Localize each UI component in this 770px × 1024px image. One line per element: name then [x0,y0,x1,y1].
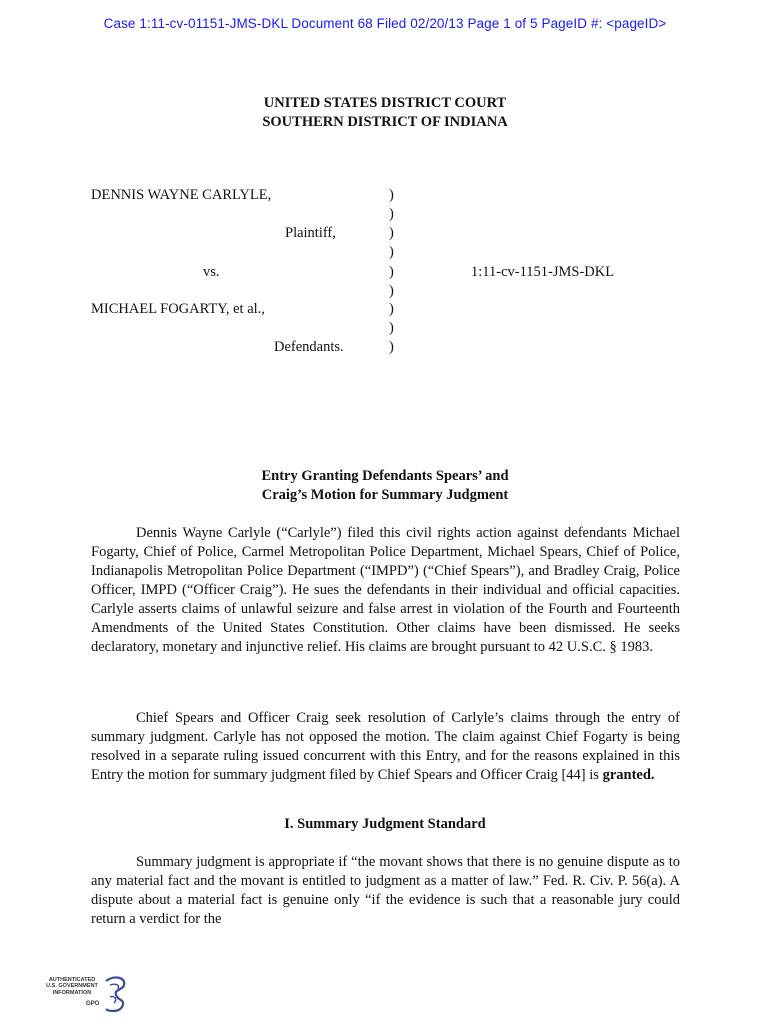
caption-paren: ) [389,339,394,355]
caption-paren: ) [389,320,394,336]
paragraph-motion-text: Chief Spears and Officer Craig seek resolution of Carlyle’s claims through the entry of summary judgment. Carlyle has not opposed the motion. The claim against Chief Fogarty is being resolved in a separate ruling issued concurrent with this Entry, and for the reasons explained in this Entry the motion for summary judgment filed by Chief Spears and Officer Craig [44] is [91,710,680,783]
gpo-authentication-seal [44,975,134,1020]
caption-paren: ) [389,187,394,203]
caption-paren: ) [389,225,394,241]
entry-title-line1: Entry Granting Defendants Spears’ and [261,468,509,484]
seal-line: U.S. GOVERNMENT [46,983,98,990]
case-number: 1:11-cv-1151-JMS-DKL [471,264,615,280]
paragraph-standard: Summary judgment is appropriate if “the movant shows that there is no genuine dispute as to any material fact and the movant is entitled to judgment as a matter of law.” Fed. R. Civ. P. 56(a). A dispute about a material fact is genuine only “if the evidence is such that a reasonable jury could return a verdict for the [91,854,680,927]
court-district: SOUTHERN DISTRICT OF INDIANA [262,114,508,130]
case-caption [91,187,691,362]
caption-paren: ) [389,283,394,299]
entry-title-line2: Craig’s Motion for Summary Judgment [261,487,509,503]
ruling-granted: granted. [602,767,655,783]
eagle-icon [100,975,130,1015]
gpo-label: GPO [86,1001,100,1007]
section-heading: I. Summary Judgment Standard [284,816,486,832]
defendant-role: Defendants. [274,339,344,355]
caption-paren: ) [389,244,394,260]
seal-line: INFORMATION [52,989,92,996]
paragraph-intro: Dennis Wayne Carlyle (“Carlyle”) filed this civil rights action against defendants Michael Fogarty, Chief of Police, Carmel Metropolitan Police Department, Michael Spears, Chief of Police, Indianapolis Metropolitan Police Department (“IMPD”) (“Chief Spears”), and Bradley Craig, Police Officer, IMPD (“Officer Craig”). He sues the defendants in their individual and official capacities. Carlyle asserts claims of unlawful seizure and false arrest in violation of the Fourth and Fourteenth Amendments of the United States Constitution. Other claims have been dismissed. He seeks declaratory, monetary and injunctive relief. His claims are brought pursuant to 42 U.S.C. § 1983. [91,525,680,655]
seal-line: AUTHENTICATED [48,977,96,983]
plaintiff-role: Plaintiff, [285,225,336,241]
court-name: UNITED STATES DISTRICT COURT [263,95,507,111]
court-heading [0,94,770,132]
case-header: Case 1:11-cv-01151-JMS-DKL Document 68 Filed 02/20/13 Page 1 of 5 PageID #: <pageID> [103,16,667,31]
plaintiff-name: DENNIS WAYNE CARLYLE, [91,187,272,203]
versus-label: vs. [203,264,220,280]
seal-label [44,977,100,996]
entry-title [0,467,770,505]
caption-paren: ) [389,301,394,317]
paragraph-motion [91,709,680,785]
caption-paren: ) [389,264,394,280]
caption-paren: ) [389,206,394,222]
defendant-name: MICHAEL FOGARTY, et al., [91,301,265,317]
